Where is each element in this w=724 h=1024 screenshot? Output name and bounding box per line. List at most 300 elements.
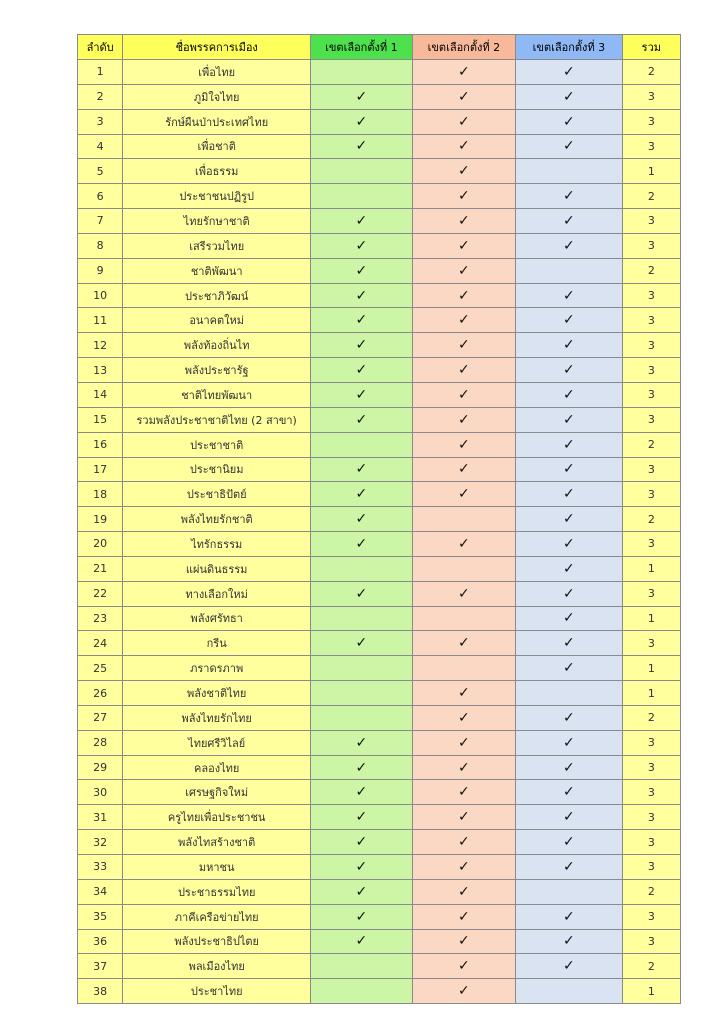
row-total-cell: 3 (622, 855, 680, 880)
row-district-1-cell (311, 532, 413, 557)
row-party-name-cell: เสรีรวมไทย (123, 233, 311, 258)
row-total-cell: 3 (622, 755, 680, 780)
header-total: รวม (622, 35, 680, 60)
header-district-2: เขตเลือกตั้งที่ 2 (412, 35, 516, 60)
row-party-name-cell: มหาชน (123, 855, 311, 880)
check-mark-icon: ✓ (458, 188, 470, 205)
row-district-2-cell (412, 954, 516, 979)
header-district-1: เขตเลือกตั้งที่ 1 (311, 35, 413, 60)
check-mark-icon: ✓ (355, 908, 368, 925)
check-mark-icon: ✓ (355, 362, 368, 379)
row-order-cell: 27 (78, 705, 123, 730)
check-mark-icon: ✓ (563, 212, 575, 229)
row-order-cell: 28 (78, 730, 123, 755)
row-district-1-cell (311, 333, 413, 358)
check-mark-icon: ✓ (458, 908, 470, 925)
row-district-2-cell (412, 283, 516, 308)
row-district-3-cell (516, 358, 623, 383)
row-total-cell: 2 (622, 705, 680, 730)
row-order-cell: 5 (78, 159, 123, 184)
table-row (78, 631, 681, 656)
row-party-name-cell: ครูไทยเพื่อประชาชน (123, 805, 311, 830)
row-district-2-cell (412, 656, 516, 681)
check-mark-icon: ✓ (563, 88, 575, 105)
row-order-cell: 11 (78, 308, 123, 333)
row-order-cell: 21 (78, 556, 123, 581)
check-mark-icon: ✓ (458, 436, 470, 453)
table-row (78, 681, 681, 706)
check-mark-icon: ✓ (458, 958, 470, 975)
check-mark-icon: ✓ (458, 411, 470, 428)
row-total-cell: 3 (622, 382, 680, 407)
row-district-3-cell (516, 631, 623, 656)
row-district-3-cell (516, 904, 623, 929)
row-total-cell: 1 (622, 556, 680, 581)
row-district-3-cell (516, 407, 623, 432)
check-mark-icon: ✓ (355, 834, 368, 851)
row-total-cell: 3 (622, 457, 680, 482)
row-district-1-cell (311, 60, 413, 85)
header-district-3: เขตเลือกตั้งที่ 3 (516, 35, 623, 60)
row-district-2-cell (412, 308, 516, 333)
row-district-2-cell (412, 581, 516, 606)
row-district-2-cell (412, 780, 516, 805)
row-district-3-cell (516, 507, 623, 532)
row-district-2-cell (412, 482, 516, 507)
row-district-2-cell (412, 606, 516, 631)
row-district-1-cell (311, 308, 413, 333)
row-district-1-cell (311, 879, 413, 904)
row-party-name-cell: พลังประชารัฐ (123, 358, 311, 383)
row-district-3-cell (516, 606, 623, 631)
row-district-1-cell (311, 855, 413, 880)
check-mark-icon: ✓ (355, 411, 368, 428)
check-mark-icon: ✓ (458, 759, 470, 776)
check-mark-icon: ✓ (458, 585, 470, 602)
row-district-3-cell (516, 730, 623, 755)
row-district-3-cell (516, 830, 623, 855)
table-row (78, 656, 681, 681)
check-mark-icon: ✓ (458, 362, 470, 379)
row-district-3-cell (516, 457, 623, 482)
check-mark-icon: ✓ (563, 312, 575, 329)
row-district-1-cell (311, 979, 413, 1004)
row-order-cell: 36 (78, 929, 123, 954)
check-mark-icon: ✓ (563, 287, 575, 304)
row-order-cell: 10 (78, 283, 123, 308)
row-district-1-cell (311, 283, 413, 308)
row-district-2-cell (412, 258, 516, 283)
check-mark-icon: ✓ (563, 486, 575, 503)
check-mark-icon: ✓ (563, 784, 575, 801)
row-party-name-cell: ประชาชาติ (123, 432, 311, 457)
row-party-name-cell: ชาติไทยพัฒนา (123, 382, 311, 407)
row-district-2-cell (412, 681, 516, 706)
check-mark-icon: ✓ (458, 486, 470, 503)
check-mark-icon: ✓ (355, 212, 368, 229)
row-party-name-cell: ทางเลือกใหม่ (123, 581, 311, 606)
row-total-cell: 3 (622, 358, 680, 383)
check-mark-icon: ✓ (563, 436, 575, 453)
check-mark-icon: ✓ (563, 237, 575, 254)
row-party-name-cell: อนาคตใหม่ (123, 308, 311, 333)
row-party-name-cell: แผ่นดินธรรม (123, 556, 311, 581)
row-party-name-cell: ภราดรภาพ (123, 656, 311, 681)
row-party-name-cell: รักษ์ผืนป่าประเทศไทย (123, 109, 311, 134)
check-mark-icon: ✓ (355, 88, 368, 105)
table-row (78, 830, 681, 855)
row-total-cell: 3 (622, 407, 680, 432)
check-mark-icon: ✓ (355, 858, 368, 875)
row-party-name-cell: ประชานิยม (123, 457, 311, 482)
row-district-1-cell (311, 209, 413, 234)
table-row (78, 556, 681, 581)
row-total-cell: 3 (622, 929, 680, 954)
row-district-2-cell (412, 805, 516, 830)
check-mark-icon: ✓ (563, 188, 575, 205)
table-row (78, 233, 681, 258)
row-party-name-cell: คลองไทย (123, 755, 311, 780)
check-mark-icon: ✓ (458, 635, 470, 652)
row-order-cell: 3 (78, 109, 123, 134)
table-row (78, 258, 681, 283)
check-mark-icon: ✓ (458, 312, 470, 329)
check-mark-icon: ✓ (355, 535, 368, 552)
check-mark-icon: ✓ (458, 237, 470, 254)
row-district-1-cell (311, 681, 413, 706)
table-row (78, 780, 681, 805)
check-mark-icon: ✓ (458, 834, 470, 851)
table-row (78, 532, 681, 557)
row-order-cell: 34 (78, 879, 123, 904)
check-mark-icon: ✓ (355, 461, 368, 478)
table-row (78, 134, 681, 159)
row-party-name-cell: พลังไทสร้างชาติ (123, 830, 311, 855)
row-party-name-cell: ไทยศรีวิไลย์ (123, 730, 311, 755)
table-row (78, 855, 681, 880)
row-total-cell: 1 (622, 159, 680, 184)
row-total-cell: 3 (622, 84, 680, 109)
row-order-cell: 8 (78, 233, 123, 258)
row-district-3-cell (516, 482, 623, 507)
row-total-cell: 2 (622, 507, 680, 532)
row-total-cell: 3 (622, 209, 680, 234)
row-order-cell: 23 (78, 606, 123, 631)
row-party-name-cell: ประชาธรรมไทย (123, 879, 311, 904)
table-row (78, 457, 681, 482)
row-district-3-cell (516, 283, 623, 308)
check-mark-icon: ✓ (355, 386, 368, 403)
row-party-name-cell: พลังประชาธิปไตย (123, 929, 311, 954)
table-row (78, 184, 681, 209)
check-mark-icon: ✓ (563, 411, 575, 428)
check-mark-icon: ✓ (355, 933, 368, 950)
row-district-1-cell (311, 159, 413, 184)
check-mark-icon: ✓ (458, 113, 470, 130)
row-district-2-cell (412, 929, 516, 954)
table-row (78, 159, 681, 184)
row-party-name-cell: เพื่อไทย (123, 60, 311, 85)
row-total-cell: 3 (622, 532, 680, 557)
row-district-2-cell (412, 109, 516, 134)
row-district-1-cell (311, 134, 413, 159)
row-total-cell: 2 (622, 60, 680, 85)
check-mark-icon: ✓ (458, 709, 470, 726)
row-district-3-cell (516, 382, 623, 407)
row-party-name-cell: เศรษฐกิจใหม่ (123, 780, 311, 805)
check-mark-icon: ✓ (563, 138, 575, 155)
row-district-3-cell (516, 109, 623, 134)
row-district-2-cell (412, 60, 516, 85)
row-party-name-cell: ไทยรักษาชาติ (123, 209, 311, 234)
row-total-cell: 2 (622, 258, 680, 283)
check-mark-icon: ✓ (458, 337, 470, 354)
row-party-name-cell: ภูมิใจไทย (123, 84, 311, 109)
row-district-1-cell (311, 457, 413, 482)
check-mark-icon: ✓ (355, 337, 368, 354)
row-order-cell: 26 (78, 681, 123, 706)
check-mark-icon: ✓ (563, 635, 575, 652)
row-district-3-cell (516, 755, 623, 780)
row-district-1-cell (311, 184, 413, 209)
row-district-1-cell (311, 407, 413, 432)
check-mark-icon: ✓ (458, 734, 470, 751)
row-total-cell: 3 (622, 730, 680, 755)
check-mark-icon: ✓ (355, 809, 368, 826)
table-row (78, 507, 681, 532)
table-row (78, 109, 681, 134)
row-district-2-cell (412, 407, 516, 432)
row-total-cell: 1 (622, 656, 680, 681)
row-party-name-cell: พลเมืองไทย (123, 954, 311, 979)
check-mark-icon: ✓ (458, 461, 470, 478)
check-mark-icon: ✓ (458, 386, 470, 403)
row-order-cell: 31 (78, 805, 123, 830)
row-order-cell: 29 (78, 755, 123, 780)
table-row (78, 954, 681, 979)
row-district-2-cell (412, 755, 516, 780)
row-district-2-cell (412, 84, 516, 109)
check-mark-icon: ✓ (355, 635, 368, 652)
row-district-2-cell (412, 556, 516, 581)
row-order-cell: 15 (78, 407, 123, 432)
row-district-3-cell (516, 656, 623, 681)
row-district-2-cell (412, 134, 516, 159)
row-district-1-cell (311, 258, 413, 283)
check-mark-icon: ✓ (563, 709, 575, 726)
row-order-cell: 25 (78, 656, 123, 681)
check-mark-icon: ✓ (563, 560, 575, 577)
row-total-cell: 3 (622, 631, 680, 656)
check-mark-icon: ✓ (458, 138, 470, 155)
row-order-cell: 38 (78, 979, 123, 1004)
row-total-cell: 3 (622, 308, 680, 333)
check-mark-icon: ✓ (563, 660, 575, 677)
row-order-cell: 33 (78, 855, 123, 880)
row-total-cell: 2 (622, 954, 680, 979)
row-district-1-cell (311, 382, 413, 407)
check-mark-icon: ✓ (563, 858, 575, 875)
row-district-3-cell (516, 432, 623, 457)
row-district-2-cell (412, 233, 516, 258)
row-order-cell: 37 (78, 954, 123, 979)
row-order-cell: 16 (78, 432, 123, 457)
table-header-row (78, 35, 681, 60)
row-district-2-cell (412, 209, 516, 234)
row-party-name-cell: ประชาภิวัฒน์ (123, 283, 311, 308)
row-district-3-cell (516, 258, 623, 283)
row-district-2-cell (412, 830, 516, 855)
check-mark-icon: ✓ (355, 287, 368, 304)
row-party-name-cell: พลังไทยรักไทย (123, 705, 311, 730)
table-row (78, 805, 681, 830)
row-party-name-cell: เพื่อชาติ (123, 134, 311, 159)
check-mark-icon: ✓ (458, 784, 470, 801)
table-row (78, 283, 681, 308)
row-district-2-cell (412, 358, 516, 383)
check-mark-icon: ✓ (563, 908, 575, 925)
row-district-2-cell (412, 631, 516, 656)
row-total-cell: 3 (622, 805, 680, 830)
row-district-3-cell (516, 532, 623, 557)
check-mark-icon: ✓ (563, 958, 575, 975)
row-district-3-cell (516, 979, 623, 1004)
row-order-cell: 6 (78, 184, 123, 209)
row-district-2-cell (412, 382, 516, 407)
check-mark-icon: ✓ (458, 262, 470, 279)
row-district-1-cell (311, 581, 413, 606)
row-total-cell: 3 (622, 333, 680, 358)
row-district-3-cell (516, 780, 623, 805)
row-district-2-cell (412, 159, 516, 184)
row-party-name-cell: พลังชาติไทย (123, 681, 311, 706)
row-district-2-cell (412, 879, 516, 904)
row-district-3-cell (516, 929, 623, 954)
row-district-3-cell (516, 705, 623, 730)
row-district-1-cell (311, 233, 413, 258)
check-mark-icon: ✓ (563, 337, 575, 354)
check-mark-icon: ✓ (355, 262, 368, 279)
row-district-2-cell (412, 457, 516, 482)
table-row (78, 904, 681, 929)
row-order-cell: 17 (78, 457, 123, 482)
row-district-3-cell (516, 60, 623, 85)
check-mark-icon: ✓ (563, 535, 575, 552)
row-district-1-cell (311, 730, 413, 755)
table-body (78, 60, 681, 1004)
table-row (78, 382, 681, 407)
row-total-cell: 3 (622, 482, 680, 507)
row-order-cell: 9 (78, 258, 123, 283)
check-mark-icon: ✓ (458, 883, 470, 900)
check-mark-icon: ✓ (563, 585, 575, 602)
row-total-cell: 3 (622, 109, 680, 134)
row-district-2-cell (412, 705, 516, 730)
table-row (78, 879, 681, 904)
row-district-3-cell (516, 855, 623, 880)
row-party-name-cell: พลังไทยรักชาติ (123, 507, 311, 532)
row-district-2-cell (412, 979, 516, 1004)
table-row (78, 755, 681, 780)
row-district-2-cell (412, 184, 516, 209)
table-row (78, 84, 681, 109)
row-total-cell: 2 (622, 432, 680, 457)
check-mark-icon: ✓ (355, 883, 368, 900)
row-order-cell: 18 (78, 482, 123, 507)
table-row (78, 929, 681, 954)
check-mark-icon: ✓ (563, 809, 575, 826)
row-party-name-cell: พลังท้องถิ่นไท (123, 333, 311, 358)
row-order-cell: 20 (78, 532, 123, 557)
row-district-2-cell (412, 904, 516, 929)
row-party-name-cell: ไทรักธรรม (123, 532, 311, 557)
check-mark-icon: ✓ (458, 933, 470, 950)
row-district-1-cell (311, 830, 413, 855)
check-mark-icon: ✓ (563, 461, 575, 478)
row-district-3-cell (516, 556, 623, 581)
row-district-2-cell (412, 730, 516, 755)
row-total-cell: 3 (622, 904, 680, 929)
row-district-3-cell (516, 209, 623, 234)
check-mark-icon: ✓ (458, 685, 470, 702)
row-district-2-cell (412, 333, 516, 358)
row-total-cell: 3 (622, 283, 680, 308)
check-mark-icon: ✓ (458, 535, 470, 552)
check-mark-icon: ✓ (563, 610, 575, 627)
table-row (78, 333, 681, 358)
check-mark-icon: ✓ (355, 585, 368, 602)
row-district-1-cell (311, 755, 413, 780)
row-order-cell: 32 (78, 830, 123, 855)
table-row (78, 432, 681, 457)
row-total-cell: 1 (622, 606, 680, 631)
row-order-cell: 12 (78, 333, 123, 358)
row-district-3-cell (516, 184, 623, 209)
row-party-name-cell: เพื่อธรรม (123, 159, 311, 184)
check-mark-icon: ✓ (458, 163, 470, 180)
row-district-1-cell (311, 606, 413, 631)
row-order-cell: 30 (78, 780, 123, 805)
row-order-cell: 4 (78, 134, 123, 159)
row-order-cell: 13 (78, 358, 123, 383)
row-district-3-cell (516, 581, 623, 606)
row-district-3-cell (516, 308, 623, 333)
row-district-3-cell (516, 954, 623, 979)
check-mark-icon: ✓ (563, 113, 575, 130)
check-mark-icon: ✓ (355, 237, 368, 254)
table-row (78, 606, 681, 631)
check-mark-icon: ✓ (563, 734, 575, 751)
row-district-1-cell (311, 556, 413, 581)
row-district-1-cell (311, 954, 413, 979)
row-total-cell: 1 (622, 979, 680, 1004)
row-district-1-cell (311, 904, 413, 929)
row-order-cell: 19 (78, 507, 123, 532)
check-mark-icon: ✓ (563, 362, 575, 379)
row-total-cell: 3 (622, 780, 680, 805)
check-mark-icon: ✓ (355, 486, 368, 503)
check-mark-icon: ✓ (563, 759, 575, 776)
row-total-cell: 3 (622, 233, 680, 258)
row-district-1-cell (311, 780, 413, 805)
check-mark-icon: ✓ (355, 734, 368, 751)
check-mark-icon: ✓ (355, 138, 368, 155)
check-mark-icon: ✓ (458, 983, 470, 1000)
row-district-2-cell (412, 432, 516, 457)
table-row (78, 308, 681, 333)
check-mark-icon: ✓ (355, 759, 368, 776)
row-order-cell: 22 (78, 581, 123, 606)
